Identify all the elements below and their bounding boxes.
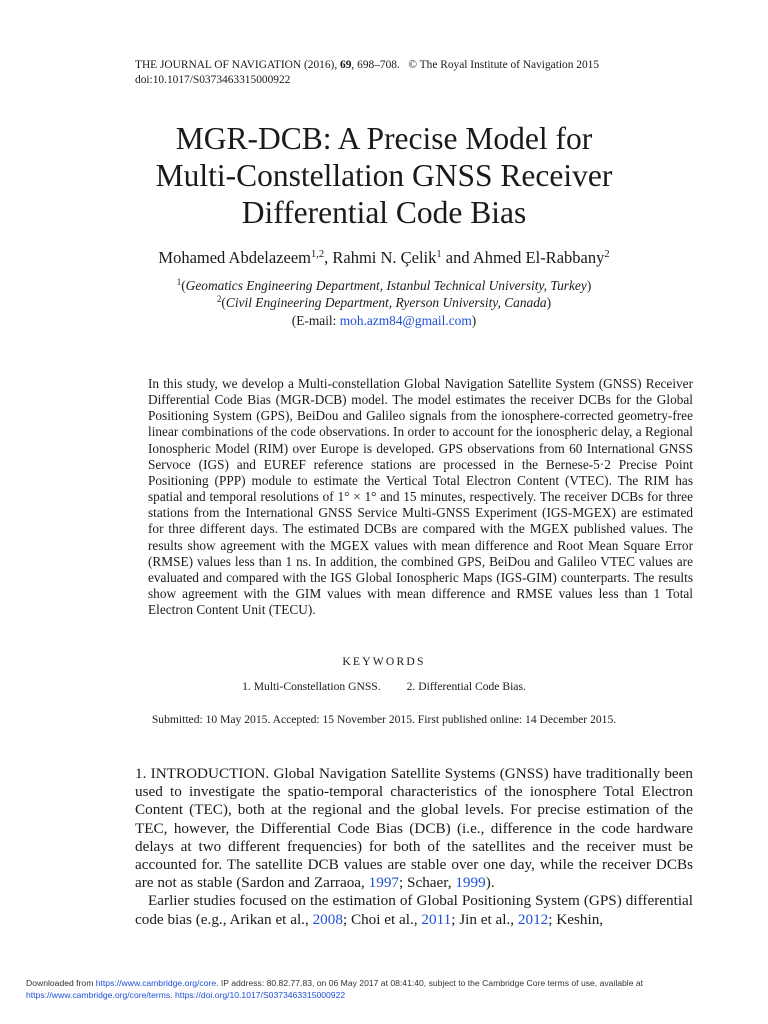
journal-pages: , 698–708. [351, 59, 400, 71]
copyright-notice: © The Royal Institute of Navigation 2015 [408, 59, 600, 71]
affiliation-1-text: Geomatics Engineering Department, Istanbul Technical University, Turkey [185, 278, 587, 293]
doi: doi:10.1017/S0373463315000922 [135, 74, 291, 86]
email-link[interactable]: moh.azm84@gmail.com [339, 312, 472, 328]
author-2-affil: 1 [436, 249, 442, 260]
affiliation-2-text: Civil Engineering Department, Ryerson University, Canada [225, 295, 547, 311]
affiliation-1-marker: 1 [176, 277, 182, 287]
affiliations [60, 277, 708, 329]
author-2: Rahmi N. Çelik [332, 248, 437, 267]
intro-text: ; Schaer, [399, 874, 456, 892]
citation-link[interactable]: 2012 [517, 910, 549, 928]
title-line-3: Differential Code Bias [241, 195, 527, 230]
affiliation-1: $^1$(Geomatics Engineering Department, Istanbul Technical University, Turkey) [176, 277, 592, 293]
keywords-heading: KEYWORDS [342, 655, 426, 668]
footer-line-2 [26, 989, 746, 1001]
author-separator: , [324, 248, 333, 267]
cambridge-core-link[interactable]: https://www.cambridge.org/core [95, 978, 217, 988]
affiliation-2-marker: 2 [216, 294, 222, 305]
intro-text: 1. INTRODUCTION. Global Navigation Satellite Systems (GNSS) have traditionally been used to investigate the spatio-temporal characteristics of the ionosphere Total Electron Content (TEC), both at the regional and the global levels. For precise estimation of the TEC, however, the Differential Code Bias (DCB) (i.e., difference in the code hardware delays at two different frequencies) for both of the satellites and the receiver must be accounted for. The satellite DCB values are stable over one day, while the receiver DCBs are not as stable (Sardon and Zarraoa, [135, 765, 693, 892]
footer-line-1 [26, 977, 746, 989]
keyword-1: 1. Multi-Constellation GNSS. [242, 680, 381, 693]
footer-text: Downloaded from [26, 978, 96, 988]
doi-link[interactable]: https://doi.org/10.1017/S0373463315000922 [175, 990, 346, 1000]
citation-link[interactable]: 2008 [312, 910, 343, 928]
email-close: ) [471, 312, 477, 328]
journal-citation: THE JOURNAL OF NAVIGATION (2016), [135, 59, 341, 71]
author-separator: and [441, 248, 473, 267]
download-footer [26, 977, 746, 1001]
journal-header [135, 58, 683, 88]
intro-text: ; Keshin, [548, 910, 604, 928]
title-line-2: Multi-Constellation GNSS Receiver [155, 158, 613, 193]
title-line-1: MGR-DCB: A Precise Model for [175, 121, 593, 156]
author-3: Ahmed El-Rabbany [472, 248, 605, 267]
author-1: Mohamed Abdelazeem [158, 248, 311, 267]
publication-dates: Submitted: 10 May 2015. Accepted: 15 November 2015. First published online: 14 December 2015. [151, 713, 617, 726]
abstract: In this study, we develop a Multi-constellation Global Navigation Satellite System (GNSS) Receiver Differential Code Bias (MGR-DCB) model. The model estimates the receiver DCBs for the Global Positioning System (GPS), BeiDou and Galileo signals from the ionosphere-corrected geometry-free linear combinations of the code observations. In order to account for the ionospheric delay, a Regional Ionospheric Model (RIM) over Europe is developed. GPS observations from 60 International GNSS Servoce (IGS) and EUREF reference stations are processed in the Bernese-5·2 Precise Point Positioning (PPP) module to estimate the Vertical Total Electron Content (VTEC). The RIM has spatial and temporal resolutions of 1° × 1° and 15 minutes, respectively. The receiver DCBs for three stations from the International GNSS Service Multi-GNSS Experiment (IGS-MGEX) are estimated for three different days. The estimated DCBs are compared with the MGEX published values. The results show agreement with the MGEX values with mean difference and Root Mean Square Error (RMSE) values less than 1 ns. In addition, the combined GPS, BeiDou and Galileo VTEC values are evaluated and compared with the IGS Global Ionospheric Maps (IGS-GIM) counterparts. The results show agreement with the GIM values with mean difference and RMSE values less than 1 Total Electron Content Unit (TECU). [148, 376, 693, 618]
journal-citation-line [135, 58, 683, 73]
journal-volume: 69 [340, 59, 352, 71]
author-1-affil: 1,2 [310, 249, 325, 260]
affiliation-2: $^2$(Civil Engineering Department, Ryerson University, Canada) [216, 294, 552, 311]
footer-text: . [170, 990, 176, 1000]
intro-text: ; Choi et al., [342, 910, 422, 928]
author-3-affil: 2 [604, 249, 610, 260]
email-line [60, 312, 708, 329]
citation-link[interactable]: 1999 [455, 874, 486, 892]
introduction-section [135, 765, 693, 929]
email-label: (E-mail: [291, 312, 340, 328]
intro-text: ). [485, 874, 495, 892]
article-title [60, 120, 708, 231]
footer-text: . IP address: 80.82.77.83, on 06 May 2017 at 08:41:40, subject to the Cambridge Core terms of use, available at [216, 978, 644, 988]
intro-text: Earlier studies focused on the estimation of Global Positioning System (GPS) differential code bias (e.g., Arikan et al., [135, 892, 693, 928]
intro-paragraph-2 [135, 892, 693, 928]
terms-link[interactable]: https://www.cambridge.org/core/terms [26, 990, 171, 1000]
citation-link[interactable]: 2011 [421, 910, 452, 928]
keyword-2: 2. Differential Code Bias. [406, 680, 526, 693]
author-list [60, 248, 708, 268]
keywords-list [60, 680, 708, 693]
intro-text: ; Jin et al., [451, 910, 518, 928]
intro-paragraph-1 [135, 765, 693, 892]
citation-link[interactable]: 1997 [368, 874, 399, 892]
